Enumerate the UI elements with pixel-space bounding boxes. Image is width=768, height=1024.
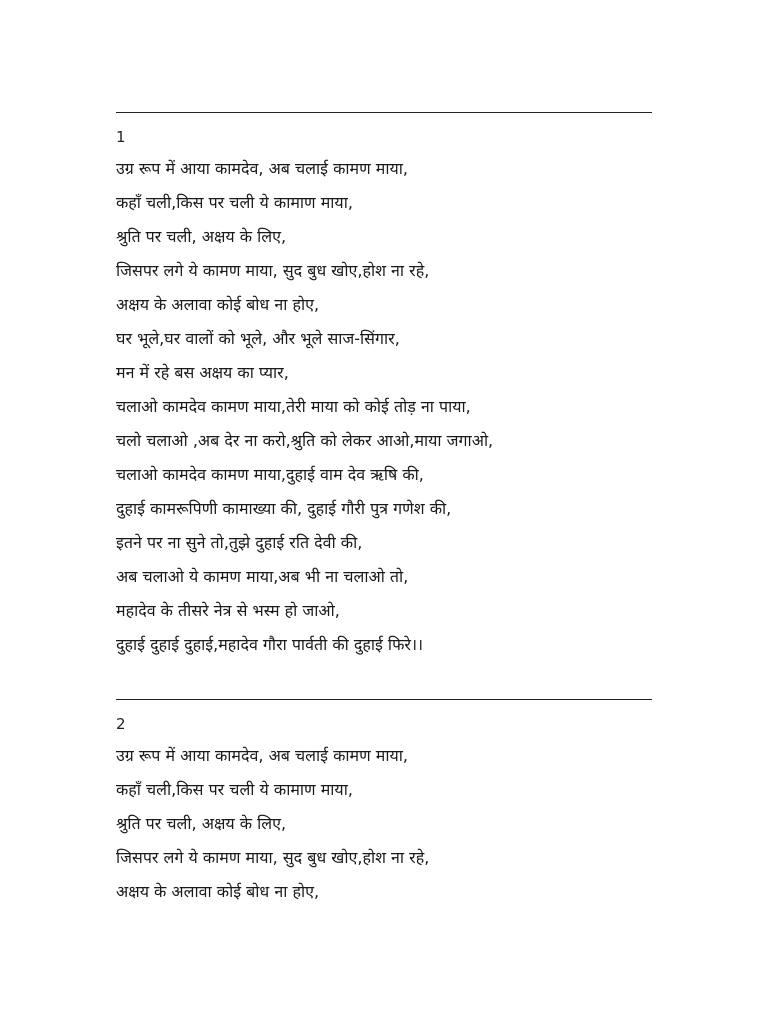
section-number: 2 — [116, 715, 126, 733]
verse-line: जिसपर लगे ये कामण माया, सुद बुध खोए,होश ना रहे, — [116, 261, 430, 280]
section-number: 1 — [116, 128, 126, 146]
verse-section-1 — [116, 112, 652, 662]
verse-line: चलाओ कामदेव कामण माया,तेरी माया को कोई तोड़ ना पाया, — [116, 397, 471, 416]
verse-line: दुहाई दुहाई दुहाई,महादेव गौरा पार्वती की दुहाई फिरे।। — [116, 635, 424, 654]
verse-line: अब चलाओ ये कामण माया,अब भी ना चलाओ तो, — [116, 567, 409, 586]
verse-line: चलो चलाओ ,अब देर ना करो,श्रुति को लेकर आओ,माया जगाओ, — [116, 431, 494, 450]
verse-line: मन में रहे बस अक्षय का प्यार, — [116, 363, 289, 382]
verse-line: श्रुति पर चली, अक्षय के लिए, — [116, 814, 287, 833]
verse-line: महादेव के तीसरे नेत्र से भस्म हो जाओ, — [116, 601, 340, 620]
verse-line: कहाँ चली,किस पर चली ये कामाण माया, — [116, 780, 353, 799]
verse-line: घर भूले,घर वालों को भूले, और भूले साज-सिंगार, — [116, 329, 400, 348]
verse-line: जिसपर लगे ये कामण माया, सुद बुध खोए,होश ना रहे, — [116, 848, 430, 867]
verse-line: इतने पर ना सुने तो,तुझे दुहाई रति देवी की, — [116, 533, 363, 552]
verse-line: श्रुति पर चली, अक्षय के लिए, — [116, 227, 287, 246]
verse-line: उग्र रूप में आया कामदेव, अब चलाई कामण माया, — [116, 746, 408, 765]
verse-line: अक्षय के अलावा कोई बोध ना होए, — [116, 882, 320, 901]
verse-line: कहाँ चली,किस पर चली ये कामाण माया, — [116, 193, 353, 212]
verse-section-2 — [116, 699, 652, 909]
section-divider — [116, 112, 652, 113]
verse-line: दुहाई कामरूपिणी कामाख्या की, दुहाई गौरी पुत्र गणेश की, — [116, 499, 452, 518]
verse-line: उग्र रूप में आया कामदेव, अब चलाई कामण माया, — [116, 159, 408, 178]
section-divider — [116, 699, 652, 700]
verse-line: अक्षय के अलावा कोई बोध ना होए, — [116, 295, 320, 314]
verse-line: चलाओ कामदेव कामण माया,दुहाई वाम देव ऋषि की, — [116, 465, 424, 484]
